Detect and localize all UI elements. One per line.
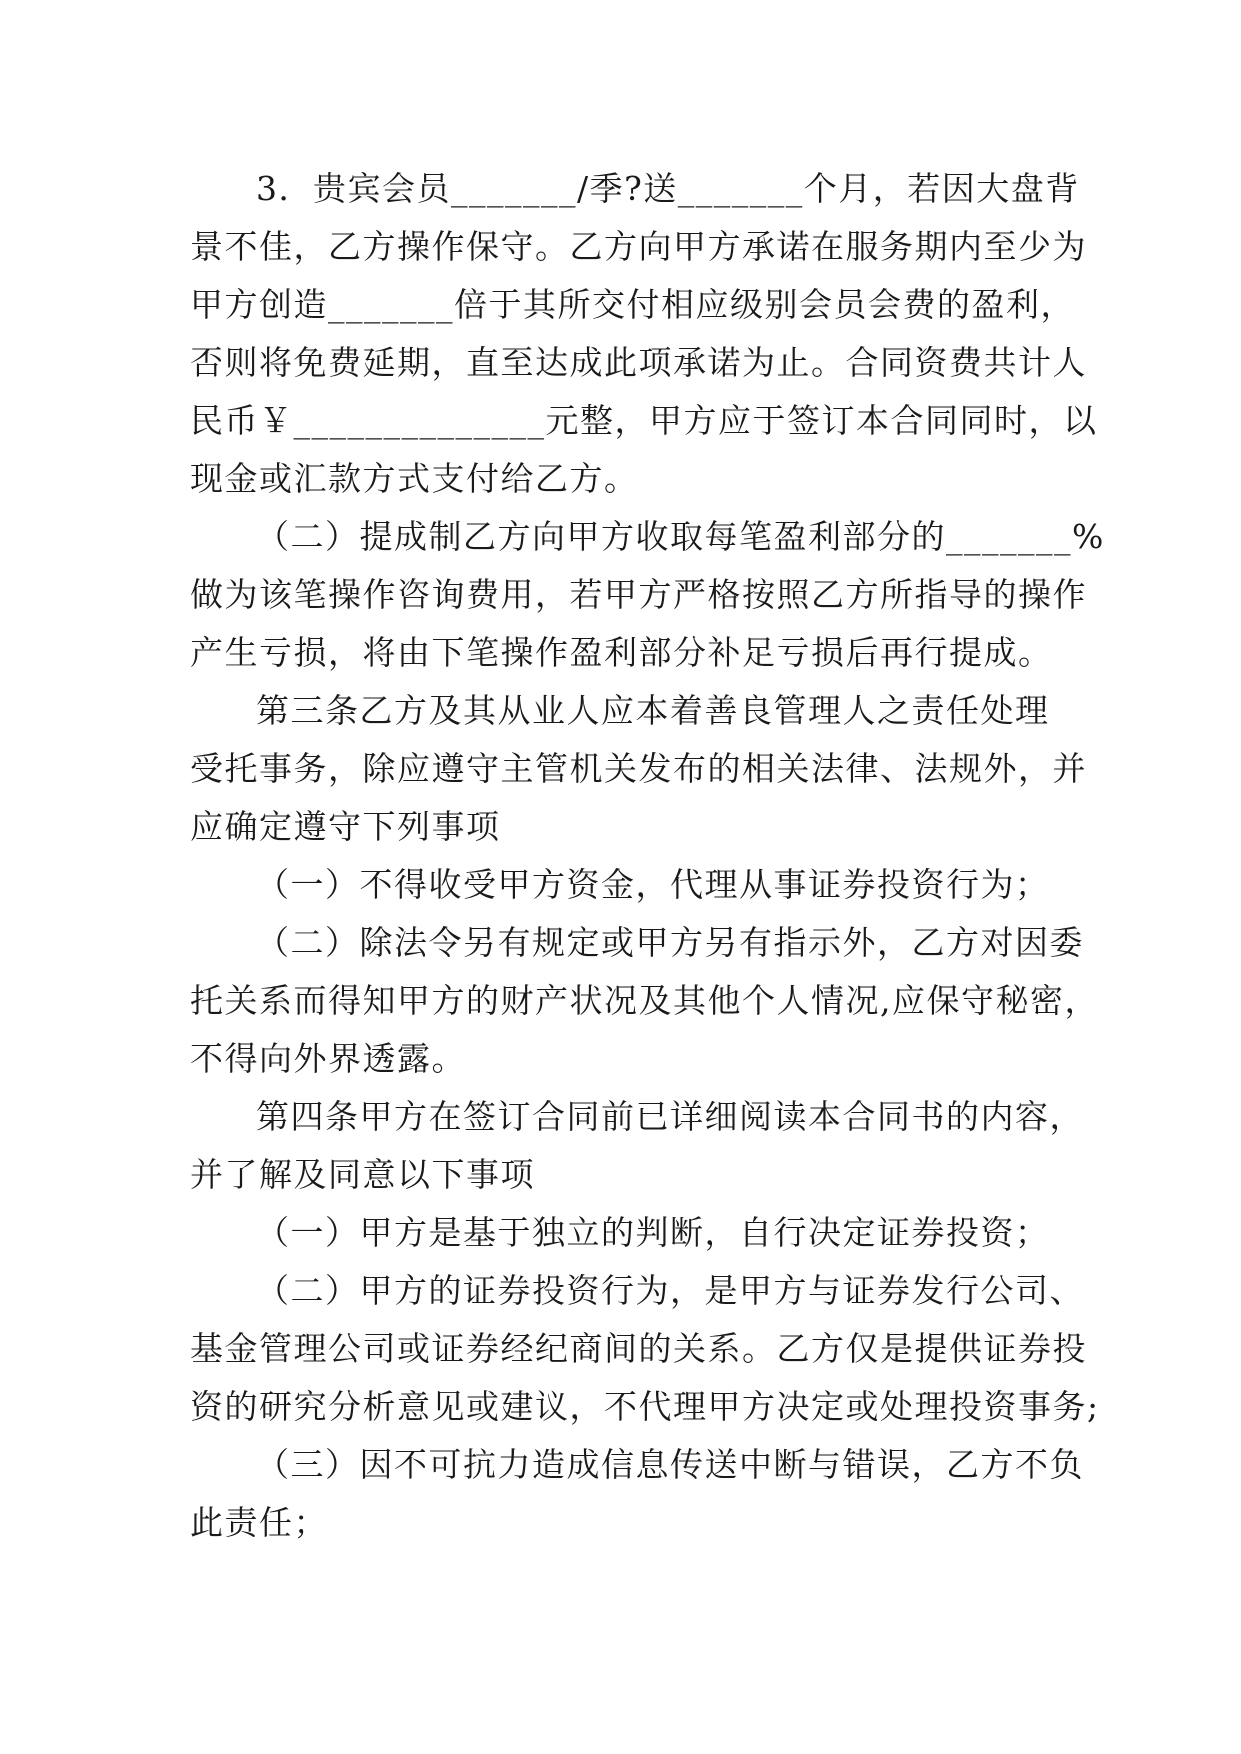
text-line: 否则将免费延期，直至达成此项承诺为止。合同资费共计人 [190,343,1087,382]
text-line: （一）不得收受甲方资金，代理从事证券投资行为； [256,865,1050,904]
text-line: 资的研究分析意见或建议，不代理甲方决定或处理投资事务; [190,1387,1100,1426]
text-line: 景不佳，乙方操作保守。乙方向甲方承诺在服务期内至少为 [190,227,1087,266]
text-line: 不得向外界透露。 [190,1039,466,1078]
text-line: 托关系而得知甲方的财产状况及其他个人情况,应保守秘密， [190,981,1099,1020]
text-line: 3．贵宾会员_______/季?送_______个月，若因大盘背 [256,169,1080,208]
text-line: 此责任； [190,1503,328,1542]
text-line: 基金管理公司或证券经纪商间的关系。乙方仅是提供证券投 [190,1329,1087,1368]
text-line: 第四条甲方在签订合同前已详细阅读本合同书的内容， [256,1097,1084,1136]
text-line: 产生亏损，将由下笔操作盈利部分补足亏损后再行提成。 [190,633,1053,672]
text-line: （二）提成制乙方向甲方收取每笔盈利部分的_______% [256,517,1105,556]
text-line: 并了解及同意以下事项 [190,1155,535,1194]
text-line: 应确定遵守下列事项 [190,807,501,846]
text-line: （一）甲方是基于独立的判断，自行决定证券投资； [256,1213,1050,1252]
text-line: （二）甲方的证券投资行为，是甲方与证券发行公司、 [256,1271,1084,1310]
text-line: 做为该笔操作咨询费用，若甲方严格按照乙方所指导的操作 [190,575,1087,614]
text-line: 甲方创造_______倍于其所交付相应级别会员会费的盈利， [190,285,1075,324]
contract-body-text [190,160,1105,1552]
text-line: 民币￥______________元整，甲方应于签订本合同同时，以 [190,401,1098,440]
text-line: 现金或汇款方式支付给乙方。 [190,459,639,498]
text-line: 第三条乙方及其从业人应本着善良管理人之责任处理 [256,691,1050,730]
text-line: 受托事务，除应遵守主管机关发布的相关法律、法规外，并 [190,749,1087,788]
text-line: （二）除法令另有规定或甲方另有指示外，乙方对因委 [256,923,1084,962]
text-line: （三）因不可抗力造成信息传送中断与错误，乙方不负 [256,1445,1084,1484]
